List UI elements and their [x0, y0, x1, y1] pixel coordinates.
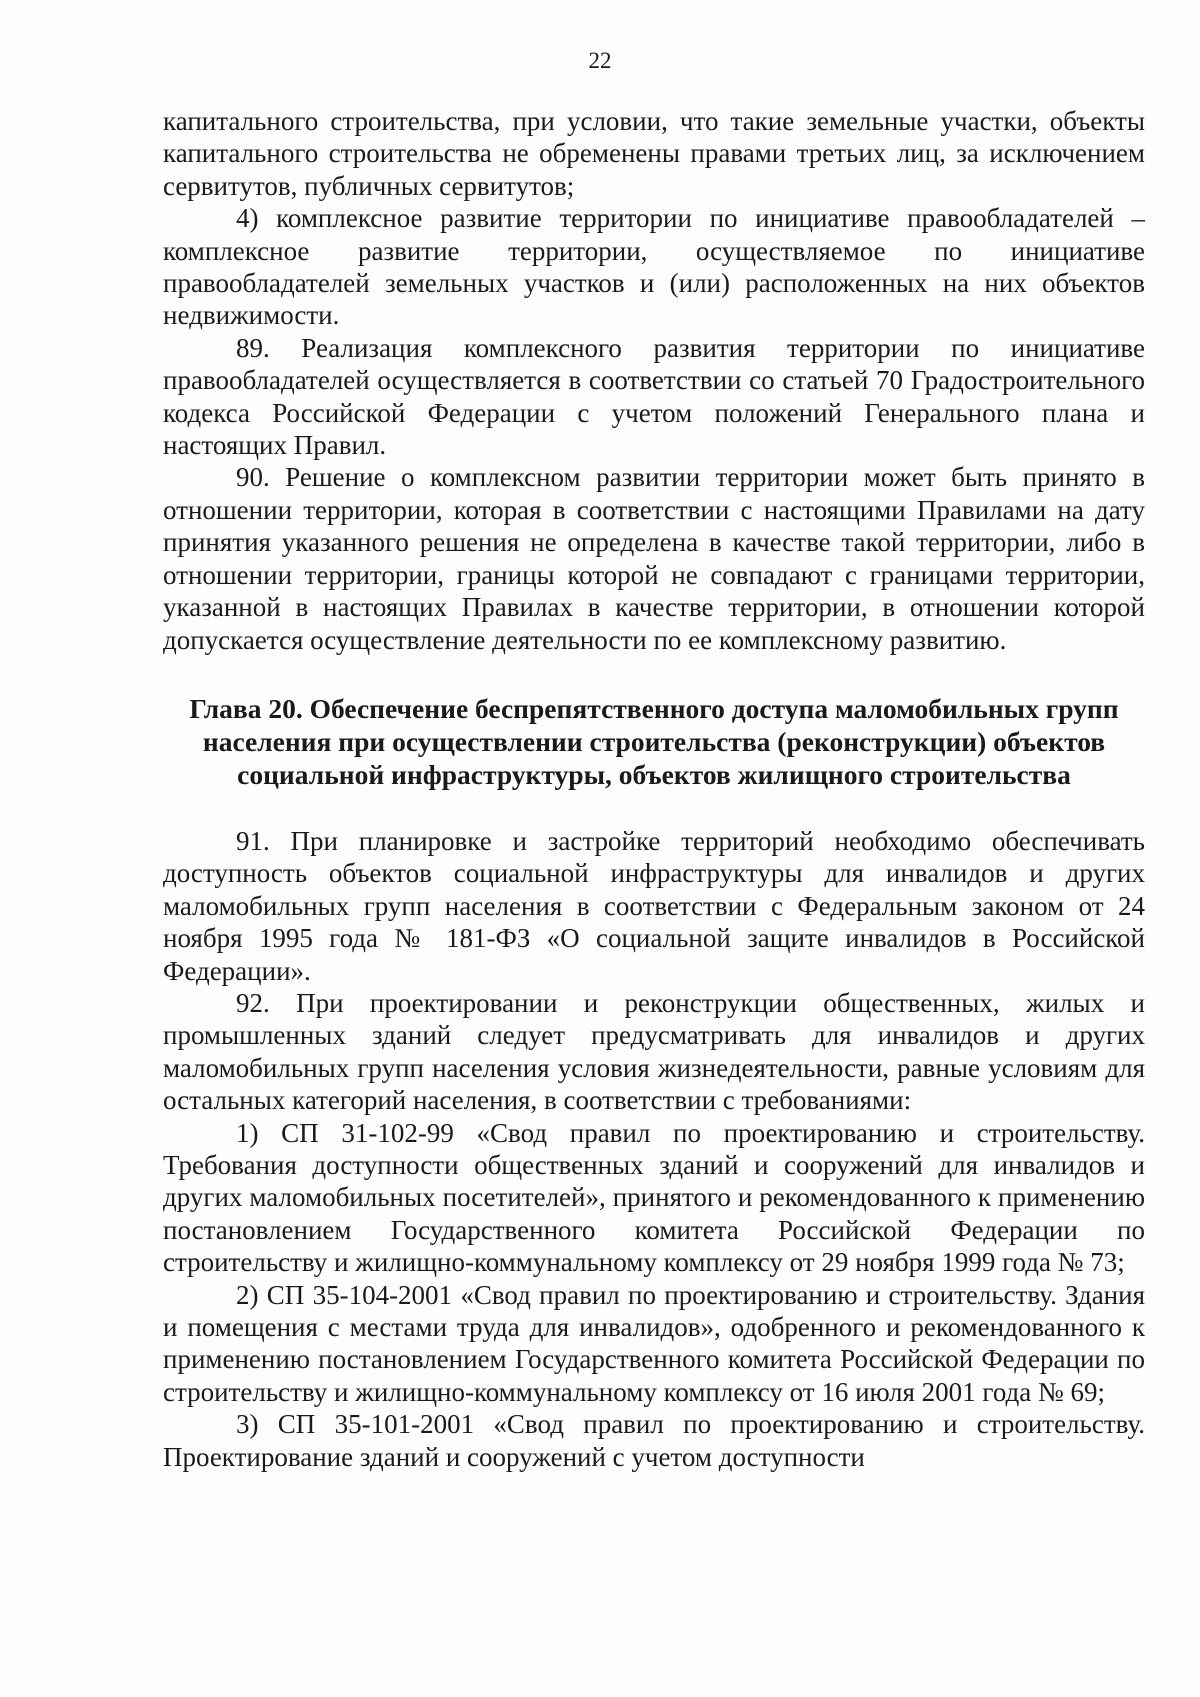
paragraph-92: 92. При проектировании и реконструкции общественных, жилых и промышленных зданий следует предусматривать для инвалидов и других маломобильных групп населения условия жизнедеятельности, равные условиям для остальных категорий населения, в соответствии с требованиями: — [163, 987, 1145, 1116]
paragraph-92-item-1: 1) СП 31-102-99 «Свод правил по проектированию и строительству. Требования доступности общественных зданий и сооружений для инвалидов и других маломобильных посетителей», принятого и рекомендованного к применению постановлением Государственного комитета Российской Федерации по строительству и жилищно-коммунальному комплексу от 29 ноября 1999 года № 73; — [163, 1117, 1145, 1278]
paragraph-item-4: 4) комплексное развитие территории по инициативе правообладателей – комплексное развитие территории, осуществляемое по инициативе правообладателей земельных участков и (или) расположенных на них объектов недвижимости. — [163, 203, 1145, 331]
paragraph-89: 89. Реализация комплексного развития территории по инициативе правообладателей осуществляется в соответствии со статьей 70 Градостроительного кодекса Российской Федерации с учетом положений Генерального плана и настоящих Правил. — [163, 332, 1145, 461]
paragraph-92-item-2: 2) СП 35-104-2001 «Свод правил по проектированию и строительству. Здания и помещения с местами труда для инвалидов», одобренного и рекомендованного к применению постановлением Государственного комитета Российской Федерации по строительству и жилищно-коммунальному комплексу от 16 июля 2001 года № 69; — [163, 1279, 1145, 1407]
paragraph-91: 91. При планировке и застройке территорий необходимо обеспечивать доступность объектов социальной инфраструктуры для инвалидов и других маломобильных групп населения в соответствии с Федеральным законом от 24 ноября 1995 года № 181-ФЗ «О социальной защите инвалидов в Российской Федерации». — [163, 825, 1145, 986]
chapter-heading — [163, 692, 1145, 791]
chapter-heading-line-3: социальной инфраструктуры, объектов жилищного строительства — [237, 758, 1071, 790]
paragraph-90: 90. Решение о комплексном развитии территории может быть принято в отношении территории, которая в соответствии с настоящими Правилами на дату принятия указанного решения не определена в качестве такой территории, либо в отношении территории, границы которой не совпадают с границами территории, указанной в настоящих Правилах в качестве территории, в отношении которой допускается осуществление деятельности по ее комплексному развитию. — [163, 462, 1145, 655]
chapter-heading-line-1: Глава 20. Обеспечение беспрепятственного доступа маломобильных групп — [189, 692, 1119, 724]
chapter-heading-line-2: населения при осуществлении строительства (реконструкции) объектов — [202, 725, 1106, 757]
page-body — [163, 105, 1145, 1473]
paragraph-continuation: капитального строительства, при условии, что такие земельные участки, объекты капитального строительства не обременены правами третьих лиц, за исключением сервитутов, публичных сервитутов; — [163, 106, 1145, 201]
page-number: 22 — [588, 48, 612, 73]
paragraph-92-item-3: 3) СП 35-101-2001 «Свод правил по проектированию и строительству. Проектирование зданий и сооружений с учетом доступности — [163, 1409, 1145, 1472]
